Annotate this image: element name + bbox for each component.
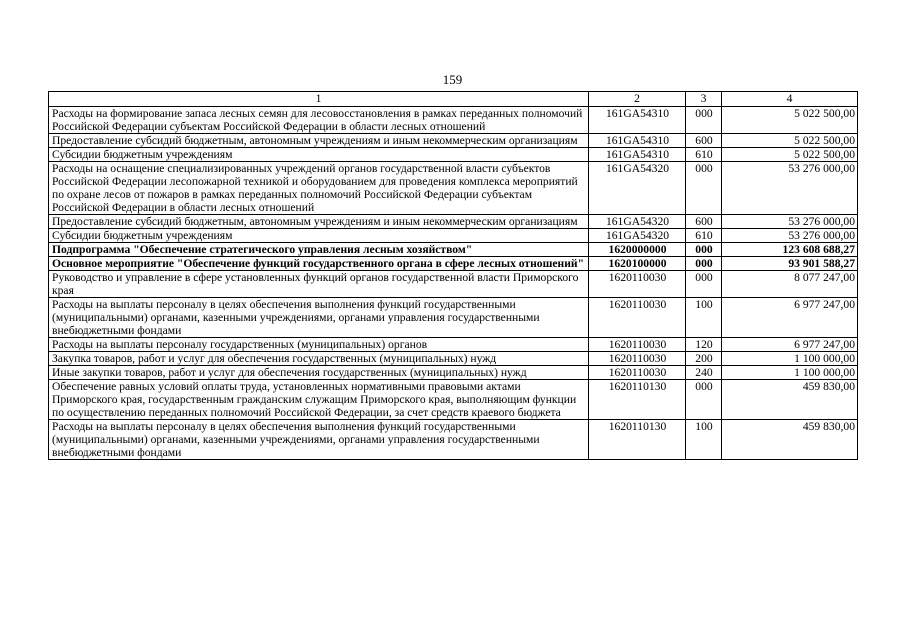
row-sum-cell: 459 830,00 (722, 380, 858, 420)
header-col-2: 2 (589, 92, 686, 107)
row-name-cell: Расходы на формирование запаса лесных семян для лесовосстановления в рамках переданных полномочий Российской Федерации субъектам Российской Федерации в области лесных отношений (49, 107, 589, 134)
row-code-cell: 1620000000 (589, 243, 686, 257)
row-name-cell: Обеспечение равных условий оплаты труда, установленных нормативными правовыми актами Приморского края, государственным гражданским служащим Приморского края, выполняющим функции по осуществлению переданных полномочий Российской Федерации, за счет средств краевого бюджета (49, 380, 589, 420)
table-row (49, 162, 858, 215)
row-name-cell: Подпрограмма "Обеспечение стратегического управления лесным хозяйством" (49, 243, 589, 257)
row-code-cell: 1620110130 (589, 420, 686, 460)
row-sum-cell: 1 100 000,00 (722, 366, 858, 380)
table-row (49, 298, 858, 338)
row-type-cell: 000 (686, 257, 722, 271)
row-type-cell: 000 (686, 243, 722, 257)
row-sum-cell: 123 608 688,27 (722, 243, 858, 257)
row-sum-cell: 8 077 247,00 (722, 271, 858, 298)
budget-table (48, 91, 858, 460)
row-sum-cell: 5 022 500,00 (722, 107, 858, 134)
table-row (49, 366, 858, 380)
table-row (49, 352, 858, 366)
row-type-cell: 600 (686, 215, 722, 229)
row-type-cell: 240 (686, 366, 722, 380)
row-code-cell: 1620110030 (589, 338, 686, 352)
row-code-cell: 161GA54310 (589, 134, 686, 148)
row-code-cell: 1620110030 (589, 298, 686, 338)
row-type-cell: 000 (686, 380, 722, 420)
row-name-cell: Расходы на выплаты персоналу в целях обеспечения выполнения функций государственными (муниципальными) органами, казенными учреждениями, органами управления государственными внебюджетными фондами (49, 298, 589, 338)
row-name-cell: Расходы на выплаты персоналу в целях обеспечения выполнения функций государственными (муниципальными) органами, казенными учреждениями, органами управления государственными внебюджетными фондами (49, 420, 589, 460)
row-code-cell: 1620110030 (589, 352, 686, 366)
row-name-cell: Предоставление субсидий бюджетным, автономным учреждениям и иным некоммерческим организациям (49, 215, 589, 229)
row-code-cell: 1620100000 (589, 257, 686, 271)
row-name-cell: Субсидии бюджетным учреждениям (49, 148, 589, 162)
row-type-cell: 200 (686, 352, 722, 366)
row-sum-cell: 6 977 247,00 (722, 338, 858, 352)
row-sum-cell: 93 901 588,27 (722, 257, 858, 271)
row-code-cell: 161GA54320 (589, 229, 686, 243)
table-row (49, 420, 858, 460)
row-sum-cell: 459 830,00 (722, 420, 858, 460)
row-type-cell: 000 (686, 271, 722, 298)
row-type-cell: 600 (686, 134, 722, 148)
table-row (49, 380, 858, 420)
row-code-cell: 161GA54320 (589, 215, 686, 229)
row-code-cell: 1620110030 (589, 271, 686, 298)
row-name-cell: Иные закупки товаров, работ и услуг для обеспечения государственных (муниципальных) нужд (49, 366, 589, 380)
row-type-cell: 120 (686, 338, 722, 352)
header-col-1: 1 (49, 92, 589, 107)
header-row (49, 92, 858, 107)
row-code-cell: 1620110030 (589, 366, 686, 380)
table-row (49, 338, 858, 352)
table-row (49, 107, 858, 134)
header-col-3: 3 (686, 92, 722, 107)
row-name-cell: Расходы на выплаты персоналу государственных (муниципальных) органов (49, 338, 589, 352)
row-code-cell: 161GA54310 (589, 107, 686, 134)
page-number: 159 (442, 72, 463, 87)
table-row (49, 243, 858, 257)
row-code-cell: 1620110130 (589, 380, 686, 420)
row-sum-cell: 53 276 000,00 (722, 229, 858, 243)
row-sum-cell: 5 022 500,00 (722, 134, 858, 148)
row-name-cell: Закупка товаров, работ и услуг для обеспечения государственных (муниципальных) нужд (49, 352, 589, 366)
row-type-cell: 000 (686, 107, 722, 134)
row-code-cell: 161GA54320 (589, 162, 686, 215)
header-col-4: 4 (722, 92, 858, 107)
row-sum-cell: 53 276 000,00 (722, 162, 858, 215)
row-sum-cell: 6 977 247,00 (722, 298, 858, 338)
table-row (49, 215, 858, 229)
row-name-cell: Руководство и управление в сфере установленных функций органов государственной власти Приморского края (49, 271, 589, 298)
row-code-cell: 161GA54310 (589, 148, 686, 162)
row-sum-cell: 5 022 500,00 (722, 148, 858, 162)
row-type-cell: 100 (686, 298, 722, 338)
table-row (49, 229, 858, 243)
row-type-cell: 610 (686, 229, 722, 243)
row-type-cell: 610 (686, 148, 722, 162)
table-body (49, 107, 858, 460)
row-sum-cell: 1 100 000,00 (722, 352, 858, 366)
row-name-cell: Основное мероприятие "Обеспечение функций государственного органа в сфере лесных отношений" (49, 257, 589, 271)
table-row (49, 134, 858, 148)
table-row (49, 257, 858, 271)
row-type-cell: 100 (686, 420, 722, 460)
row-name-cell: Субсидии бюджетным учреждениям (49, 229, 589, 243)
table-row (49, 271, 858, 298)
table-row (49, 148, 858, 162)
row-type-cell: 000 (686, 162, 722, 215)
row-name-cell: Предоставление субсидий бюджетным, автономным учреждениям и иным некоммерческим организациям (49, 134, 589, 148)
row-name-cell: Расходы на оснащение специализированных учреждений органов государственной власти субъектов Российской Федерации лесопожарной техникой и оборудованием для проведения комплекса мероприятий по охране лесов от пожаров в рамках переданных полномочий Российской Федерации субъектам Российской Федерации в области лесных отношений (49, 162, 589, 215)
row-sum-cell: 53 276 000,00 (722, 215, 858, 229)
